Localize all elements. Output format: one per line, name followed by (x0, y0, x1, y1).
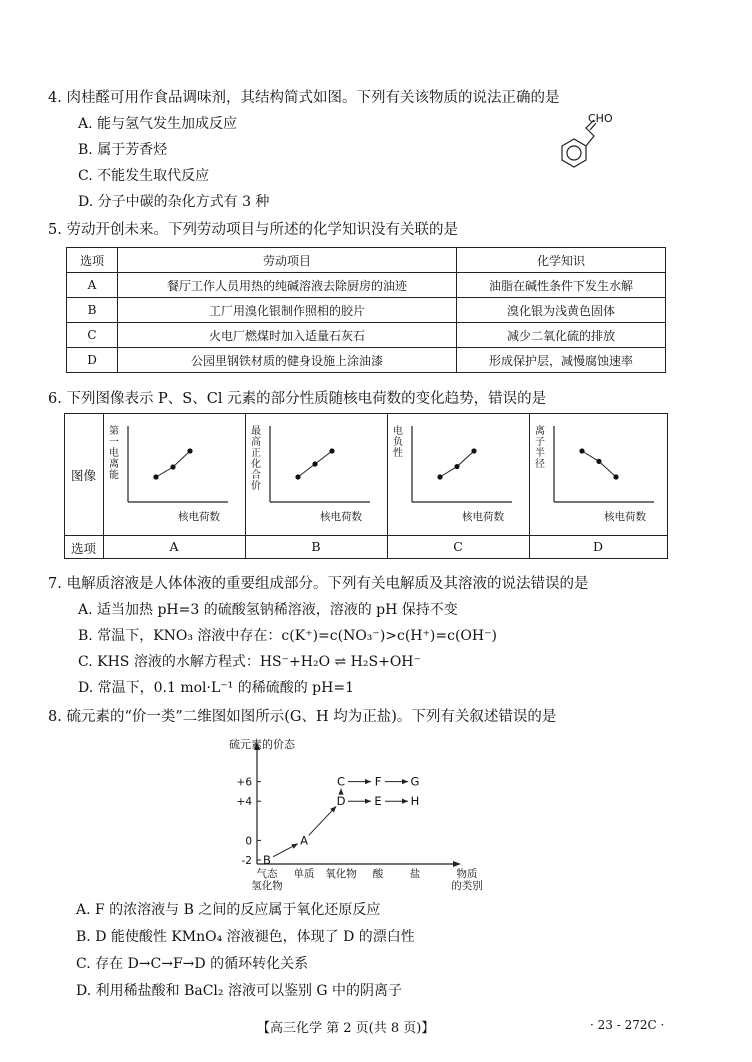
row-option: B (67, 298, 118, 323)
cinnamaldehyde-structure (540, 110, 640, 182)
q8-option-b: B. D 能使酸性 KMnO₄ 溶液褪色，体现了 D 的漂白性 (76, 929, 415, 945)
data-point (437, 474, 442, 479)
q8-option-a: A. F 的浓溶液与 B 之间的反应属于氧化还原反应 (76, 902, 381, 918)
data-point (295, 474, 300, 479)
x-axis-arrowhead (453, 861, 461, 867)
point-label: B (263, 853, 271, 867)
table-row (67, 273, 666, 298)
q4-stem: 4. 肉桂醛可用作食品调味剂，其结构简式如图。下列有关该物质的说法正确的是 (48, 90, 560, 106)
panel-a-chart (104, 414, 245, 535)
q7-option-a: A. 适当加热 pH=3 的硫酸氢钠稀溶液，溶液的 pH 保持不变 (78, 602, 458, 618)
q7-stem: 7. 电解质溶液是人体体液的重要组成部分。下列有关电解质及其溶液的说法错误的是 (48, 576, 589, 592)
table-row (67, 323, 666, 348)
y-axis-label-char: 电 (393, 426, 403, 437)
point-label: G (410, 774, 420, 789)
q4-option-a: A. 能与氢气发生加成反应 (78, 116, 238, 132)
panel-c-chart (388, 414, 529, 535)
row-divider (65, 535, 667, 536)
x-axis-title: 物质 (456, 868, 478, 880)
q4-option-b: B. 属于芳香烃 (78, 142, 168, 158)
benzene-ring (562, 139, 586, 167)
y-axis-label-char: 合 (251, 470, 261, 481)
transform-arrowhead (365, 779, 371, 784)
data-point (187, 448, 192, 453)
row-option: D (67, 348, 118, 373)
y-axis-label-char: 第 (109, 426, 119, 437)
point-label: H (410, 794, 420, 809)
y-axis-label-char: 高 (251, 437, 261, 448)
row-chem-knowledge: 形成保护层，减慢腐蚀速率 (457, 348, 666, 373)
x-tick-label: 单质 (293, 868, 315, 880)
q7-option-b: B. 常温下，KNO₃ 溶液中存在：c(K⁺)=c(NO₃⁻)>c(H⁺)=c(OH⁻) (78, 628, 497, 644)
q8-option-c: C. 存在 D→C→F→D 的循环转化关系 (76, 956, 309, 972)
footer-code: · 23 - 272C · (590, 1018, 665, 1032)
q8-stem: 8. 硫元素的“价一类”二维图如图所示(G、H 均为正盐)。下列有关叙述错误的是 (48, 709, 557, 725)
image-row-label: 图像 (71, 468, 97, 483)
panel-a-option: A (169, 539, 179, 554)
table-row (67, 298, 666, 323)
row-labor-item: 公园里钢铁材质的健身设施上涂油漆 (118, 348, 457, 373)
y-axis-label-char: 一 (109, 437, 119, 448)
x-tick-label: 盐 (409, 868, 421, 880)
data-point (471, 448, 476, 453)
point-label: A (300, 833, 308, 848)
panel-d-option: D (592, 539, 604, 554)
data-point (153, 474, 158, 479)
q7-option-d: D. 常温下，0.1 mol·L⁻¹ 的稀硫酸的 pH=1 (78, 680, 354, 696)
y-tick-label: -2 (241, 855, 252, 867)
y-axis-label-char: 化 (251, 459, 261, 470)
q6-table (64, 413, 668, 559)
x-axis-label: 核电荷数 (604, 511, 646, 523)
transform-arrowhead (402, 799, 408, 804)
panel-d-chart (530, 414, 666, 535)
point-label: C (336, 774, 346, 789)
y-axis-title: 硫元素的价态 (229, 738, 295, 751)
data-point (613, 474, 618, 479)
q7-option-c: C. KHS 溶液的水解方程式：HS⁻+H₂O ⇌ H₂S+OH⁻ (78, 654, 421, 670)
y-tick-label: +6 (236, 776, 252, 789)
trend-line (156, 451, 190, 477)
row-labor-item: 工厂用溴化银制作照相的胶片 (118, 298, 457, 323)
row-chem-knowledge: 减少二氧化硫的排放 (457, 323, 666, 348)
q4-option-d: D. 分子中碳的杂化方式有 3 种 (78, 194, 270, 210)
point-label: D (336, 794, 346, 809)
table-row (67, 348, 666, 373)
point-label: E (374, 794, 382, 809)
x-tick-label: 氧化物 (325, 868, 357, 880)
y-axis-label-char: 电 (109, 448, 119, 459)
y-tick-label: 0 (245, 835, 252, 848)
q5-table (66, 247, 666, 373)
data-point (596, 459, 601, 464)
x-tick-label: 气态 (256, 868, 278, 880)
x-axis-label: 核电荷数 (462, 511, 504, 523)
y-axis-label-char: 最 (251, 426, 261, 437)
y-axis-label-char: 子 (535, 437, 545, 448)
panel-b-chart (246, 414, 387, 535)
data-point (329, 448, 334, 453)
row-option: A (67, 273, 118, 298)
y-axis-label-char: 半 (535, 448, 545, 459)
y-axis-label-char: 性 (393, 448, 403, 459)
transform-arrowhead (402, 779, 408, 784)
option-row-label: 选项 (71, 541, 97, 556)
row-labor-item: 餐厅工作人员用热的纯碱溶液去除厨房的油迹 (118, 273, 457, 298)
x-tick-label: 氢化物 (251, 880, 283, 892)
cho-label: CHO (588, 112, 613, 125)
footer-page-info: 【高三化学 第 2 页(共 8 页)】 (257, 1021, 435, 1036)
data-point (579, 448, 584, 453)
q5-stem: 5. 劳动开创未来。下列劳动项目与所述的化学知识没有关联的是 (48, 222, 458, 238)
benzene-circle (567, 146, 581, 160)
row-labor-item: 火电厂燃煤时加入适量石灰石 (118, 323, 457, 348)
row-option: C (67, 323, 118, 348)
y-axis-label-char: 负 (393, 437, 403, 448)
row-chem-knowledge: 溴化银为浅黄色固体 (457, 298, 666, 323)
x-axis-label: 核电荷数 (320, 511, 362, 523)
row-chem-knowledge: 油脂在碱性条件下发生水解 (457, 273, 666, 298)
point-label: F (374, 774, 382, 789)
y-axis-label-char: 能 (109, 470, 119, 481)
panel-c-option: C (453, 539, 463, 554)
y-tick-label: +4 (236, 796, 252, 809)
y-axis-label-char: 离 (535, 426, 545, 437)
data-point (170, 464, 175, 469)
y-axis-label-char: 正 (251, 448, 261, 459)
y-axis-label-char: 价 (251, 481, 261, 492)
y-axis-label-char: 离 (109, 459, 119, 470)
q8-option-d: D. 利用稀盐酸和 BaCl₂ 溶液可以鉴别 G 中的阴离子 (76, 983, 403, 999)
sulfur-valence-chart (225, 734, 500, 894)
header-labor-item: 劳动项目 (118, 248, 457, 273)
table-header-row (67, 248, 666, 273)
transform-arrowhead (365, 799, 371, 804)
panel-b-option: B (311, 539, 321, 554)
x-axis-label: 核电荷数 (178, 511, 220, 523)
q4-option-c: C. 不能发生取代反应 (78, 168, 210, 184)
data-point (312, 461, 317, 466)
header-option: 选项 (67, 248, 118, 273)
x-axis-title: 的类别 (451, 880, 483, 892)
header-chem-knowledge: 化学知识 (457, 248, 666, 273)
y-axis-label-char: 径 (535, 459, 545, 470)
q6-stem: 6. 下列图像表示 P、S、Cl 元素的部分性质随核电荷数的变化趋势，错误的是 (48, 391, 547, 407)
x-tick-label: 酸 (372, 868, 384, 880)
data-point (454, 464, 459, 469)
